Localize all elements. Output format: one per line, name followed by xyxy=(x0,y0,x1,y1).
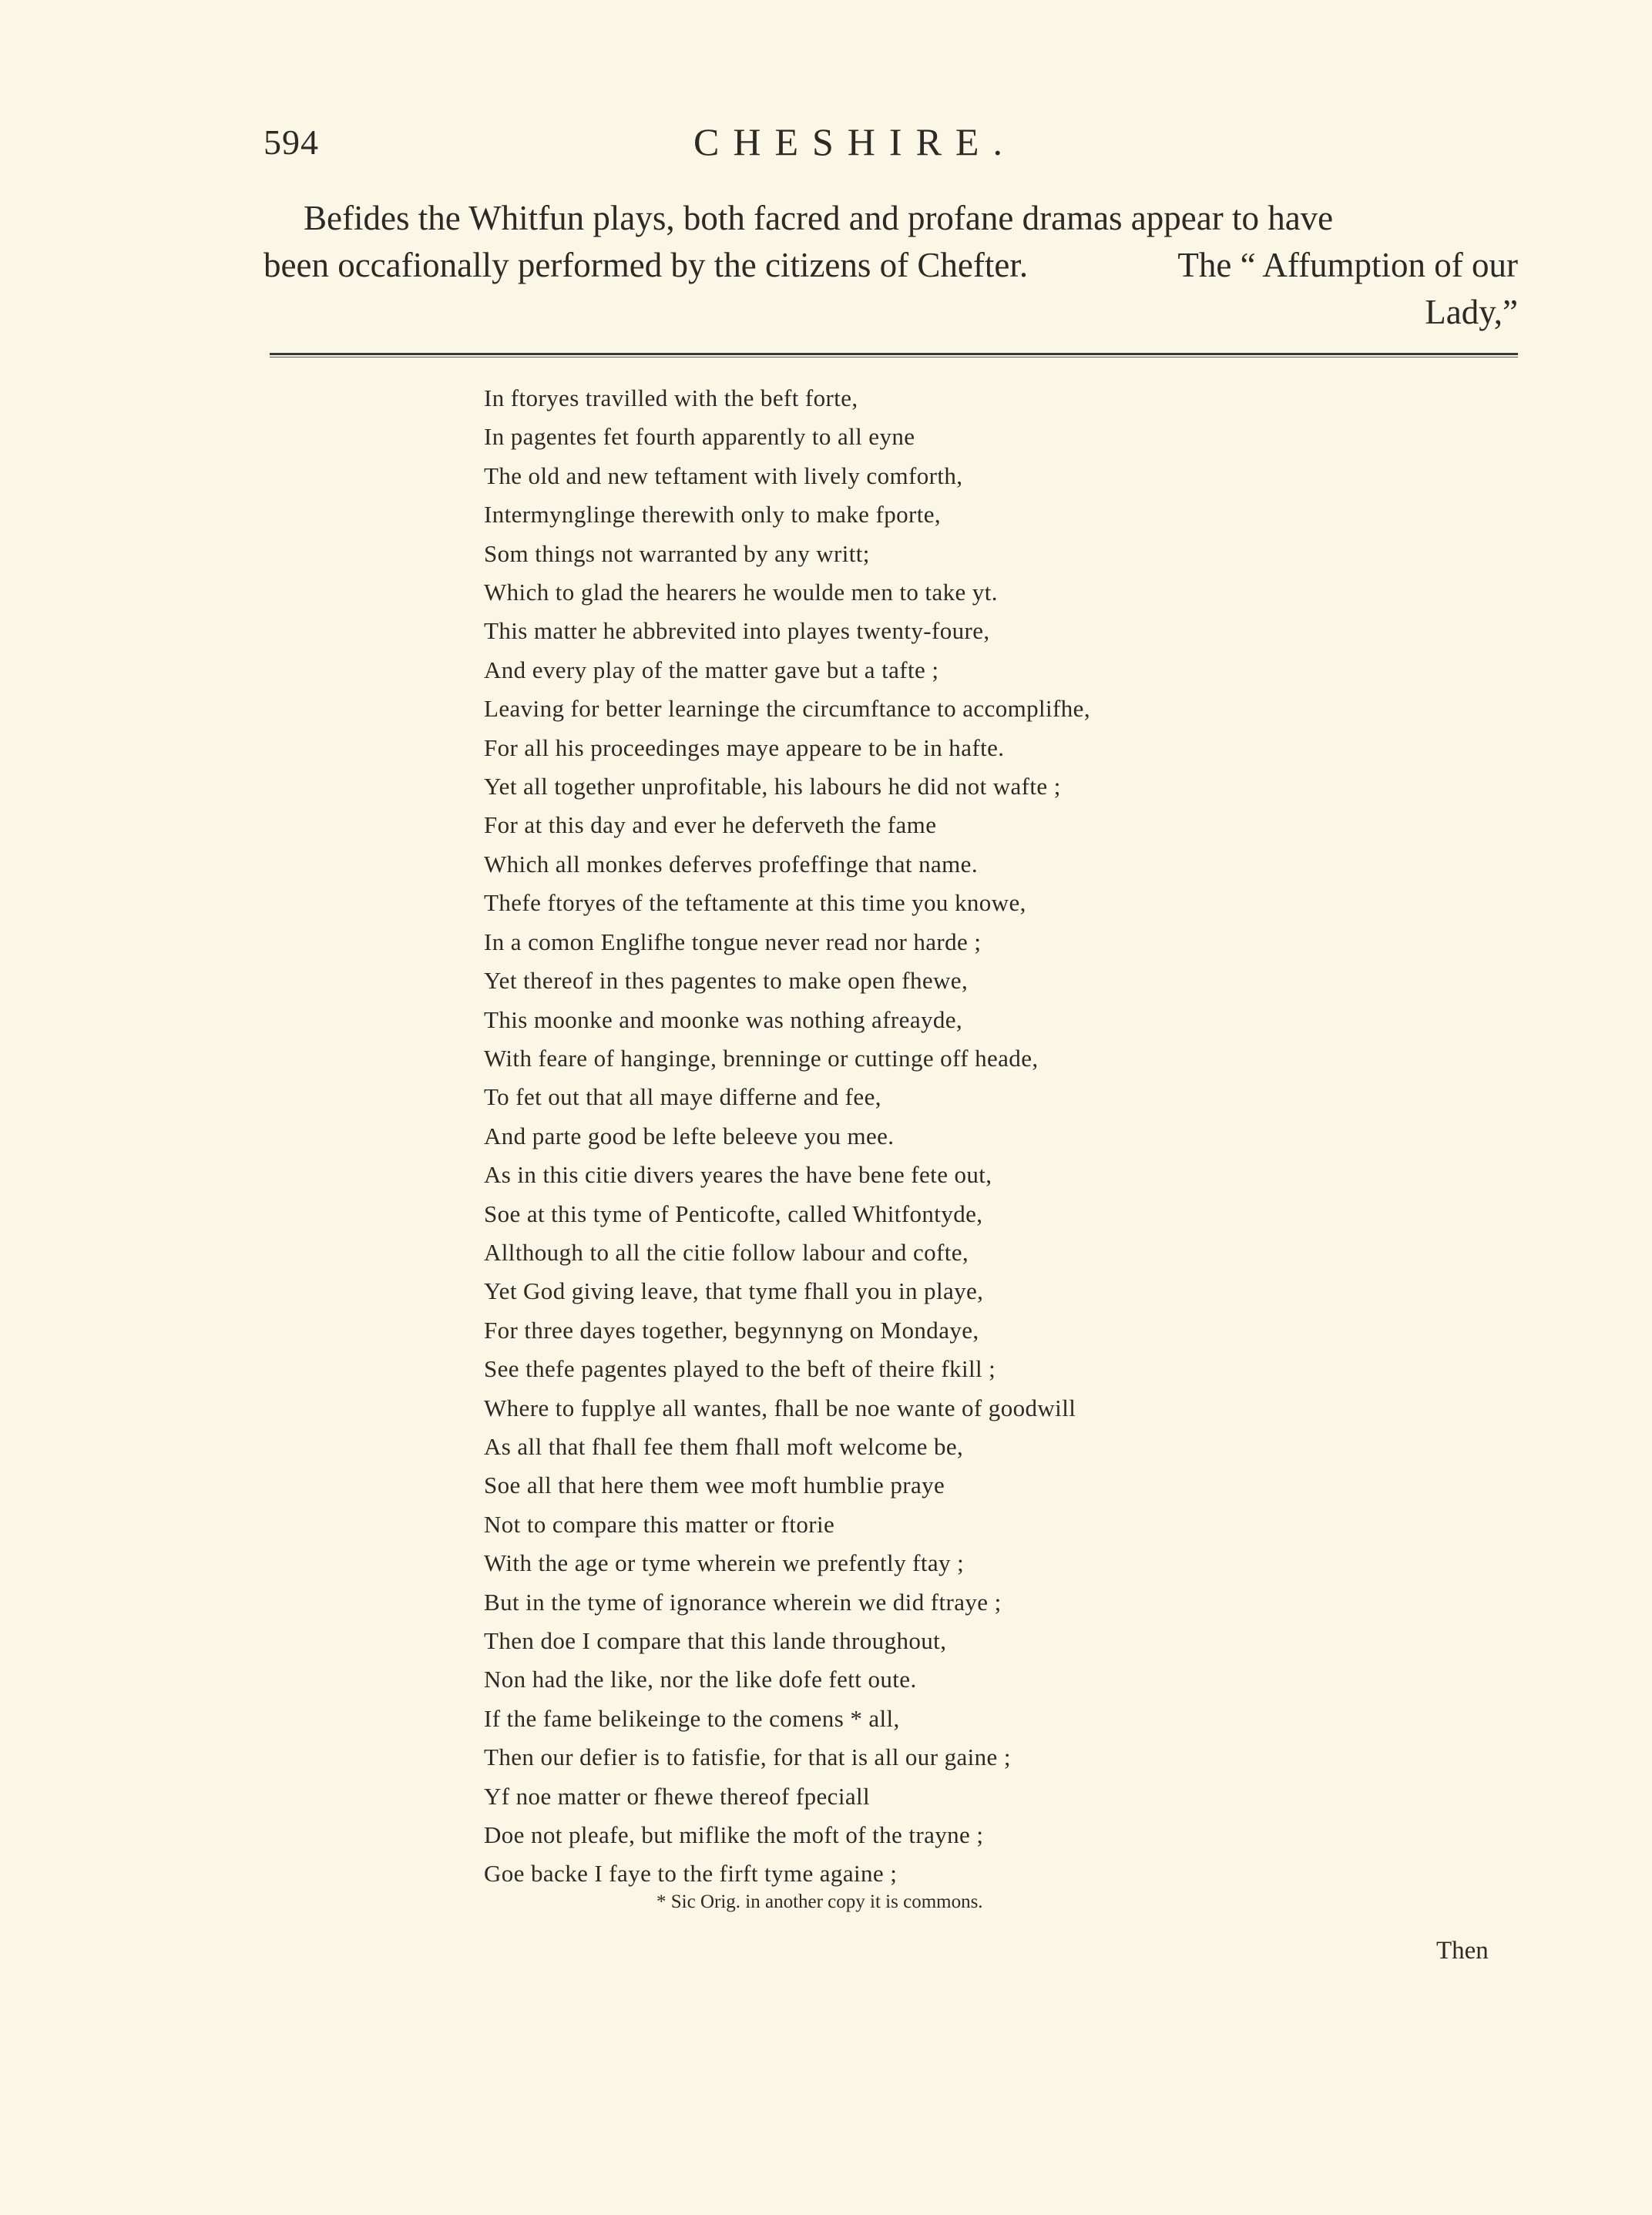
verse-line: Thefe ftoryes of the teftamente at this time you knowe, xyxy=(484,889,1026,917)
verse-line: Soe at this tyme of Penticofte, called Whitfontyde, xyxy=(484,1200,983,1227)
running-head: CHESHIRE. xyxy=(693,120,1016,163)
verse-line: To fet out that all maye differne and fee, xyxy=(484,1083,881,1111)
verse-line: Then our defier is to fatisfie, for that is all our gaine ; xyxy=(484,1743,1011,1771)
intro-line xyxy=(264,242,1518,289)
verse-line: Yet all together unprofitable, his labours he did not wafte ; xyxy=(484,773,1061,800)
verse-line: Not to compare this matter or ftorie xyxy=(484,1510,835,1538)
verse-block xyxy=(484,379,1370,1894)
verse-line: For three dayes together, begynnyng on Mondaye, xyxy=(484,1316,979,1344)
intro-line-right: The “ Affumption of our xyxy=(1177,246,1518,284)
verse-line: This moonke and moonke was nothing afreayde, xyxy=(484,1005,963,1033)
verse-line: With the age or tyme wherein we prefently ftay ; xyxy=(484,1549,965,1577)
verse-line: Soe all that here them wee moft humblie praye xyxy=(484,1472,945,1499)
footnote-rule xyxy=(270,353,1518,357)
verse-line: Non had the like, nor the like dofe fett oute. xyxy=(484,1666,917,1693)
verse-line: Which to glad the hearers he woulde men to take yt. xyxy=(484,579,998,606)
intro-paragraph xyxy=(264,195,1518,336)
verse-line: Som things not warranted by any writt; xyxy=(484,539,870,567)
verse-line: But in the tyme of ignorance wherein we did ftraye ; xyxy=(484,1588,1002,1616)
verse-line: With feare of hanginge, brenninge or cuttinge off heade, xyxy=(484,1044,1039,1072)
verse-line: Yet thereof in thes pagentes to make open fhewe, xyxy=(484,967,969,995)
verse-line: In a comon Englifhe tongue never read nor harde ; xyxy=(484,928,982,955)
verse-line: For at this day and ever he deferveth the fame xyxy=(484,811,937,839)
intro-line: Befides the Whitfun plays, both facred and profane dramas appear to have xyxy=(304,199,1334,237)
verse-line: For all his proceedinges maye appeare to be in hafte. xyxy=(484,733,1005,761)
verse-line: In ftoryes travilled with the beft forte, xyxy=(484,384,858,411)
footnote: * Sic Orig. in another copy it is commons. xyxy=(656,1891,983,1912)
catchword: Then xyxy=(1436,1937,1489,1965)
verse-line: Where to fupplye all wantes, fhall be noe wante of goodwill xyxy=(484,1394,1076,1421)
verse-line: Doe not pleafe, but miflike the moft of the trayne ; xyxy=(484,1821,984,1849)
verse-line: If the fame belikeinge to the comens * all, xyxy=(484,1704,900,1732)
verse-line: See thefe pagentes played to the beft of theire fkill ; xyxy=(484,1355,996,1383)
verse-line: Leaving for better learninge the circumftance to accomplifhe, xyxy=(484,695,1090,723)
verse-line: Allthough to all the citie follow labour and cofte, xyxy=(484,1238,969,1266)
verse-line: Goe backe I faye to the firft tyme againe ; xyxy=(484,1860,898,1888)
verse-line: Yet God giving leave, that tyme fhall you in playe, xyxy=(484,1277,984,1305)
verse-line: As in this citie divers yeares the have bene fete out, xyxy=(484,1161,992,1189)
verse-line: Yf noe matter or fhewe thereof fpeciall xyxy=(484,1782,871,1810)
verse-line: The old and new teftament with lively comforth, xyxy=(484,461,963,489)
intro-line: Lady,” xyxy=(1425,293,1518,331)
verse-line: This matter he abbrevited into playes twenty-foure, xyxy=(484,617,990,645)
verse-line: Which all monkes deferves profeffinge that name. xyxy=(484,850,978,878)
verse-line: Intermynglinge therewith only to make fporte, xyxy=(484,501,942,529)
verse-line: And every play of the matter gave but a tafte ; xyxy=(484,656,939,683)
verse-line: As all that fhall fee them fhall moft welcome be, xyxy=(484,1432,964,1460)
verse-line: Then doe I compare that this lande throughout, xyxy=(484,1627,947,1654)
verse-line: In pagentes fet fourth apparently to all eyne xyxy=(484,423,915,451)
verse-line: And parte good be lefte beleeve you mee. xyxy=(484,1122,895,1149)
intro-line-left: been occafionally performed by the citizens of Chefter. xyxy=(264,246,1029,284)
page-number: 594 xyxy=(264,122,319,162)
